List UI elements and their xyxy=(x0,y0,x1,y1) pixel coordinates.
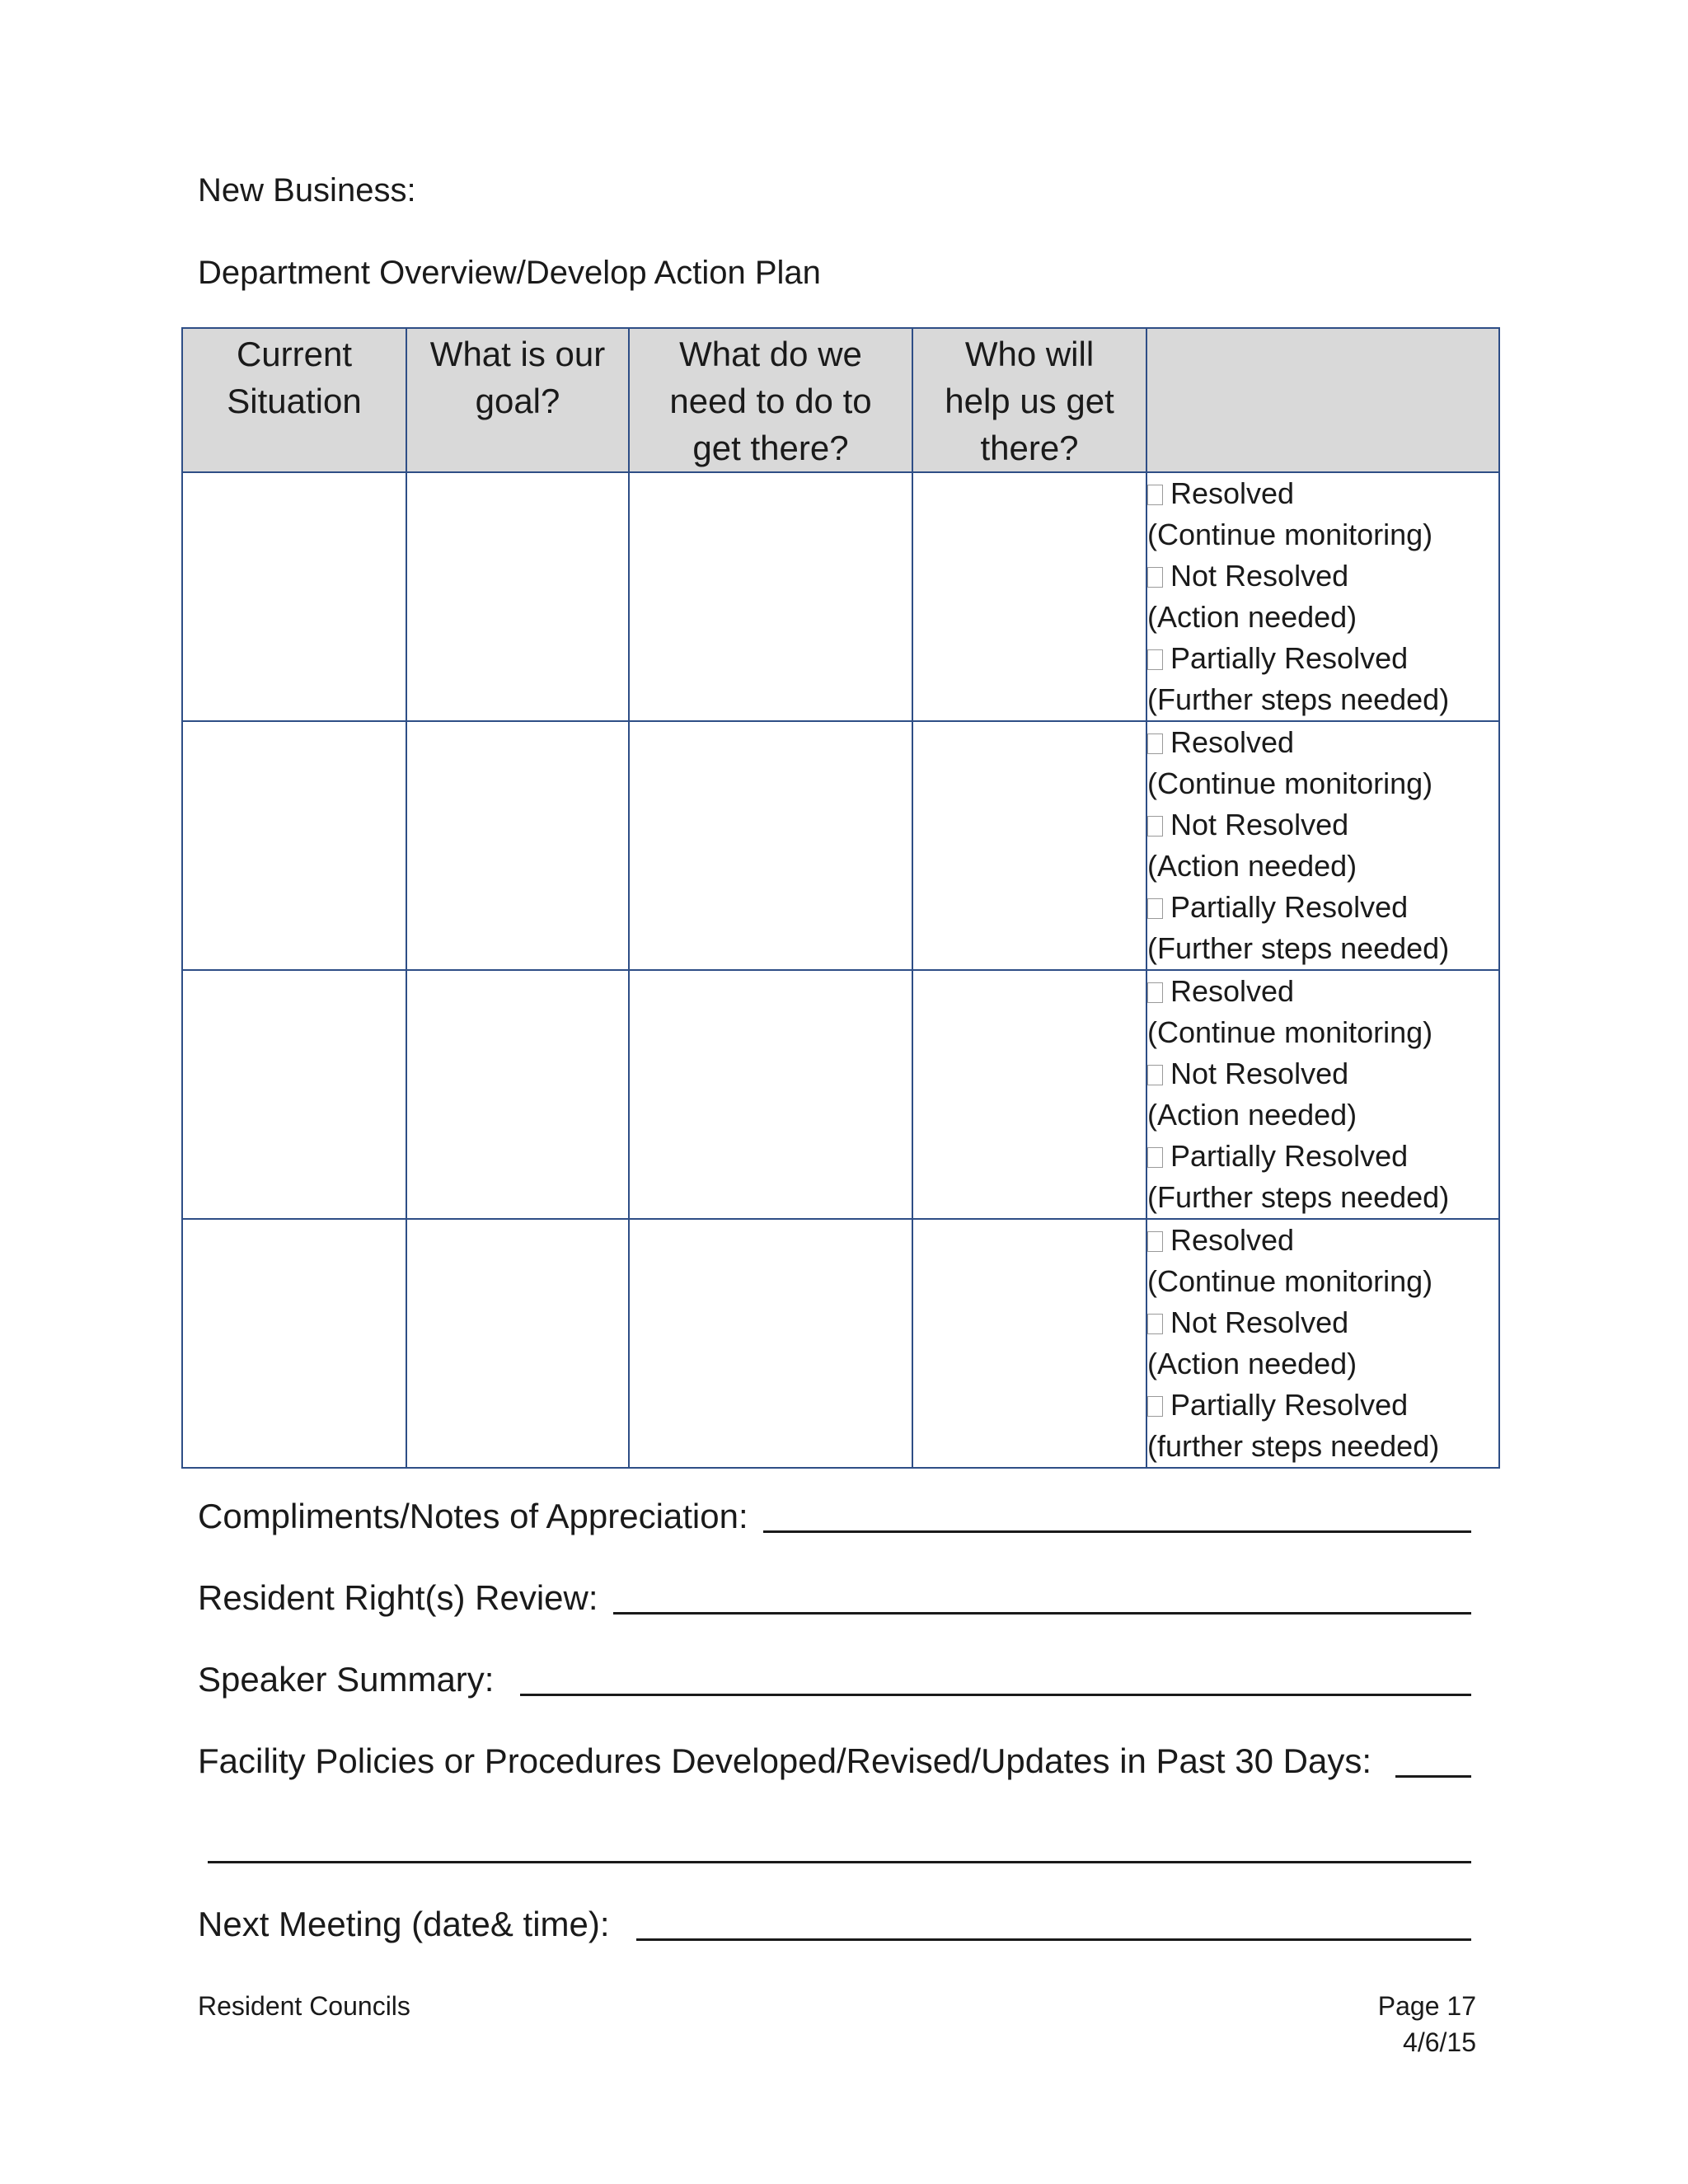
status-text: Resolved xyxy=(1170,725,1295,759)
policies-label: Facility Policies or Procedures Developed/Revised/Updates in Past 30 Days: xyxy=(198,1741,1372,1780)
header-status xyxy=(1146,328,1499,472)
page-number: Page 17 xyxy=(1377,1991,1476,2021)
status-note xyxy=(1147,846,1498,887)
revision-date: 4/6/15 xyxy=(1403,2027,1476,2057)
next-meeting-label: Next Meeting (date& time): xyxy=(198,1905,610,1943)
status-option xyxy=(1147,1302,1498,1343)
header-current-situation: Current Situation xyxy=(182,328,406,472)
status-text: (further steps needed) xyxy=(1147,1429,1440,1463)
speaker-summary-field xyxy=(198,1655,1471,1704)
status-text: Resolved xyxy=(1170,1223,1295,1257)
checkbox-icon[interactable] xyxy=(1147,733,1163,754)
status-cell xyxy=(1146,970,1499,1219)
checkbox-icon[interactable] xyxy=(1147,982,1163,1003)
status-note xyxy=(1147,763,1498,804)
status-text: Not Resolved xyxy=(1170,808,1349,841)
status-note xyxy=(1147,1426,1498,1467)
footer-page-info xyxy=(1378,1988,1476,2060)
status-text: Resolved xyxy=(1170,476,1295,510)
table-cell-empty[interactable] xyxy=(406,472,629,721)
speaker-summary-blank[interactable] xyxy=(520,1694,1471,1696)
status-cell xyxy=(1146,721,1499,970)
table-cell-empty[interactable] xyxy=(629,472,912,721)
status-text: (Action needed) xyxy=(1147,849,1357,883)
status-note xyxy=(1147,679,1498,720)
table-cell-empty[interactable] xyxy=(912,472,1146,721)
status-option xyxy=(1147,473,1498,514)
table-cell-empty[interactable] xyxy=(912,970,1146,1219)
checkbox-icon[interactable] xyxy=(1147,1396,1163,1417)
status-text: (Continue monitoring) xyxy=(1147,518,1433,551)
resident-rights-label: Resident Right(s) Review: xyxy=(198,1578,598,1617)
table-cell-empty[interactable] xyxy=(182,1219,406,1468)
table-cell-empty[interactable] xyxy=(629,721,912,970)
action-plan-table xyxy=(181,327,1500,1469)
resident-rights-field xyxy=(198,1573,1471,1623)
table-cell-empty[interactable] xyxy=(629,1219,912,1468)
status-note xyxy=(1147,514,1498,555)
status-text: Partially Resolved xyxy=(1170,1388,1409,1422)
status-text: (Further steps needed) xyxy=(1147,682,1450,716)
status-text: (Continue monitoring) xyxy=(1147,1264,1433,1298)
status-text: (Continue monitoring) xyxy=(1147,1015,1433,1049)
checkbox-icon[interactable] xyxy=(1147,1314,1163,1334)
status-option xyxy=(1147,804,1498,846)
checkbox-icon[interactable] xyxy=(1147,898,1163,919)
next-meeting-blank[interactable] xyxy=(636,1938,1471,1941)
resident-rights-blank[interactable] xyxy=(613,1612,1471,1615)
status-text: Not Resolved xyxy=(1170,1305,1349,1339)
status-text: Partially Resolved xyxy=(1170,890,1409,924)
header-goal: What is our goal? xyxy=(406,328,629,472)
status-option xyxy=(1147,1220,1498,1261)
table-cell-empty[interactable] xyxy=(406,721,629,970)
status-option xyxy=(1147,971,1498,1012)
status-text: (Action needed) xyxy=(1147,1347,1357,1380)
status-option xyxy=(1147,887,1498,928)
speaker-summary-label: Speaker Summary: xyxy=(198,1660,495,1699)
table-cell-empty[interactable] xyxy=(629,970,912,1219)
compliments-label: Compliments/Notes of Appreciation: xyxy=(198,1497,748,1535)
policies-blank[interactable] xyxy=(1395,1775,1471,1778)
next-meeting-field xyxy=(198,1900,1471,1949)
table-row xyxy=(182,1219,1499,1468)
table-cell-empty[interactable] xyxy=(182,970,406,1219)
table-cell-empty[interactable] xyxy=(912,1219,1146,1468)
header-steps: What do we need to do to get there? xyxy=(629,328,912,472)
status-text: (Continue monitoring) xyxy=(1147,766,1433,800)
table-cell-empty[interactable] xyxy=(406,970,629,1219)
table-cell-empty[interactable] xyxy=(406,1219,629,1468)
status-note xyxy=(1147,597,1498,638)
status-note xyxy=(1147,1012,1498,1053)
status-note xyxy=(1147,1094,1498,1136)
status-note xyxy=(1147,1177,1498,1218)
table-cell-empty[interactable] xyxy=(182,721,406,970)
compliments-field xyxy=(198,1492,1471,1541)
table-row xyxy=(182,721,1499,970)
checkbox-icon[interactable] xyxy=(1147,816,1163,837)
status-option xyxy=(1147,722,1498,763)
status-note xyxy=(1147,928,1498,969)
checkbox-icon[interactable] xyxy=(1147,485,1163,505)
table-header-row xyxy=(182,328,1499,472)
footer-title: Resident Councils xyxy=(198,1991,410,2021)
checkbox-icon[interactable] xyxy=(1147,567,1163,588)
status-option xyxy=(1147,1385,1498,1426)
status-option xyxy=(1147,1136,1498,1177)
table-cell-empty[interactable] xyxy=(912,721,1146,970)
checkbox-icon[interactable] xyxy=(1147,1231,1163,1252)
table-cell-empty[interactable] xyxy=(182,472,406,721)
status-text: Not Resolved xyxy=(1170,559,1349,593)
status-note xyxy=(1147,1343,1498,1385)
policies-field xyxy=(198,1736,1471,1786)
department-overview-heading: Department Overview/Develop Action Plan xyxy=(198,255,821,291)
policies-continuation-line[interactable] xyxy=(208,1861,1471,1863)
status-note xyxy=(1147,1261,1498,1302)
table-row xyxy=(182,970,1499,1219)
status-text: (Action needed) xyxy=(1147,1098,1357,1132)
table-row xyxy=(182,472,1499,721)
status-text: (Action needed) xyxy=(1147,600,1357,634)
status-cell xyxy=(1146,1219,1499,1468)
status-text: (Further steps needed) xyxy=(1147,1180,1450,1214)
status-text: Partially Resolved xyxy=(1170,1139,1409,1173)
status-text: (Further steps needed) xyxy=(1147,931,1450,965)
status-cell xyxy=(1146,472,1499,721)
status-text: Partially Resolved xyxy=(1170,641,1409,675)
status-text: Not Resolved xyxy=(1170,1057,1349,1090)
status-option xyxy=(1147,1053,1498,1094)
status-text: Resolved xyxy=(1170,974,1295,1008)
checkbox-icon[interactable] xyxy=(1147,649,1163,670)
status-option xyxy=(1147,638,1498,679)
checkbox-icon[interactable] xyxy=(1147,1065,1163,1085)
new-business-heading: New Business: xyxy=(198,172,416,209)
header-helpers: Who will help us get there? xyxy=(912,328,1146,472)
status-option xyxy=(1147,555,1498,597)
compliments-blank[interactable] xyxy=(763,1530,1471,1533)
checkbox-icon[interactable] xyxy=(1147,1147,1163,1168)
